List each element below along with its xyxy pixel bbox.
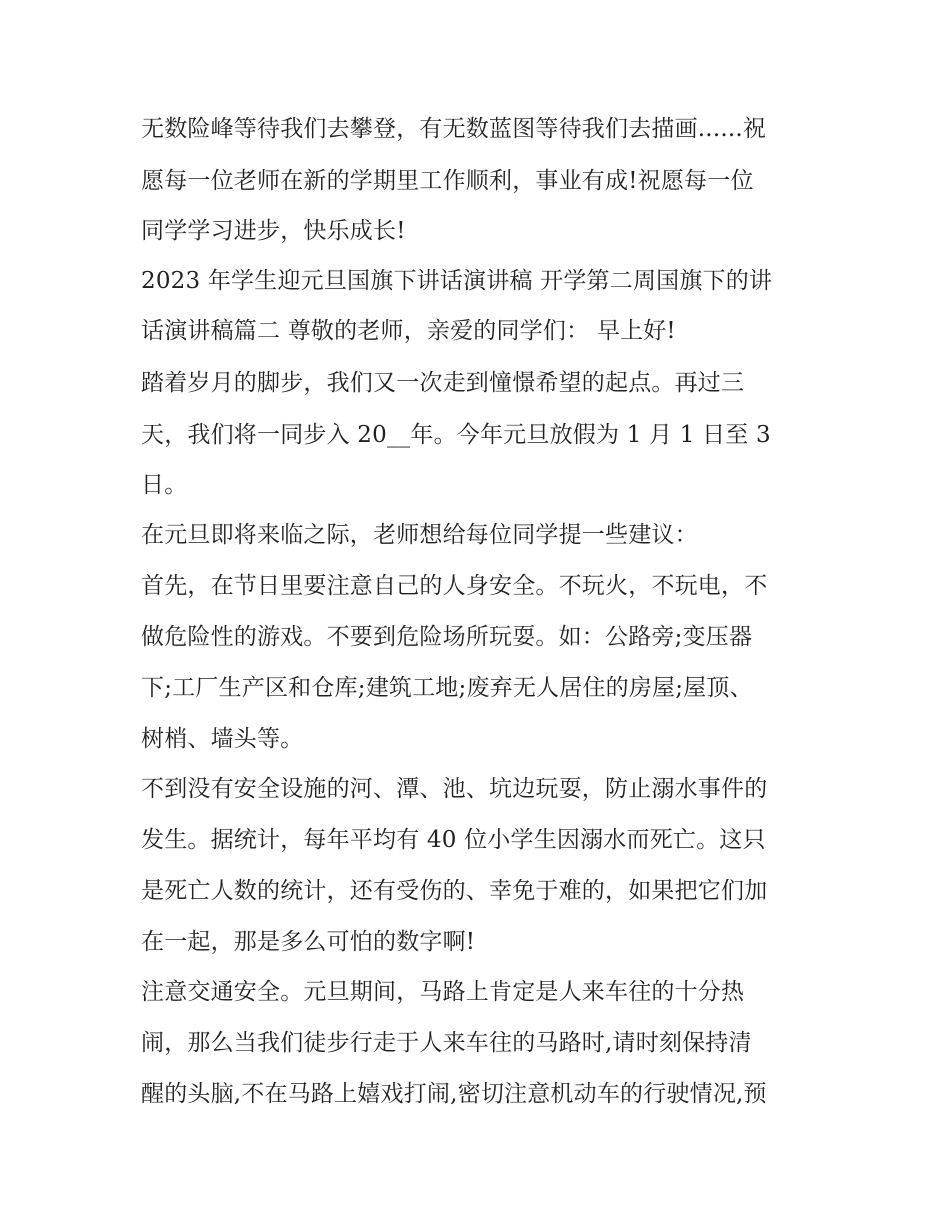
text-line: 日。 bbox=[141, 472, 188, 498]
text-line: 话演讲稿篇二 尊敬的老师，亲爱的同学们： 早上好! bbox=[141, 318, 676, 344]
text-line: 踏着岁月的脚步，我们又一次走到憧憬希望的起点。再过三 bbox=[141, 370, 745, 396]
text-line: 做危险性的游戏。不要到危险场所玩耍。如：公路旁;变压器 bbox=[141, 624, 753, 650]
text-line: 闹，那么当我们徒步行走于人来车往的马路时,请时刻保持清 bbox=[141, 1030, 752, 1056]
text-line: 不到没有安全设施的河、潭、池、坑边玩耍，防止溺水事件的 bbox=[141, 776, 768, 802]
text-line: 注意交通安全。元旦期间，马路上肯定是人来车往的十分热 bbox=[141, 979, 745, 1005]
text-line: 醒的头脑,不在马路上嬉戏打闹,密切注意机动车的行驶情况,预 bbox=[141, 1081, 767, 1107]
text-line: 在元旦即将来临之际，老师想给每位同学提一些建议： bbox=[141, 522, 698, 548]
text-line: 同学学习进步，快乐成长! bbox=[141, 218, 406, 244]
text-line: 下;工厂生产区和仓库;建筑工地;废弃无人居住的房屋;屋顶、 bbox=[141, 675, 753, 701]
text-line: 在一起，那是多么可怕的数字啊! bbox=[141, 929, 476, 955]
text-line: 发生。据统计，每年平均有 40 位小学生因溺水而死亡。这只 bbox=[141, 827, 766, 853]
text-line: 2023 年学生迎元旦国旗下讲话演讲稿 开学第二周国旗下的讲 bbox=[141, 268, 773, 294]
text-line: 是死亡人数的统计，还有受伤的、幸免于难的，如果把它们加 bbox=[141, 878, 768, 904]
text-line: 树梢、墙头等。 bbox=[141, 726, 304, 752]
text-line: 愿每一位老师在新的学期里工作顺利，事业有成!祝愿每一位 bbox=[141, 168, 754, 194]
text-line: 首先，在节日里要注意自己的人身安全。不玩火，不玩电，不 bbox=[141, 573, 768, 599]
text-line: 无数险峰等待我们去攀登，有无数蓝图等待我们去描画......祝 bbox=[141, 116, 767, 142]
text-line: 天，我们将一同步入 20__年。今年元旦放假为 1 月 1 日至 3 bbox=[141, 422, 771, 448]
